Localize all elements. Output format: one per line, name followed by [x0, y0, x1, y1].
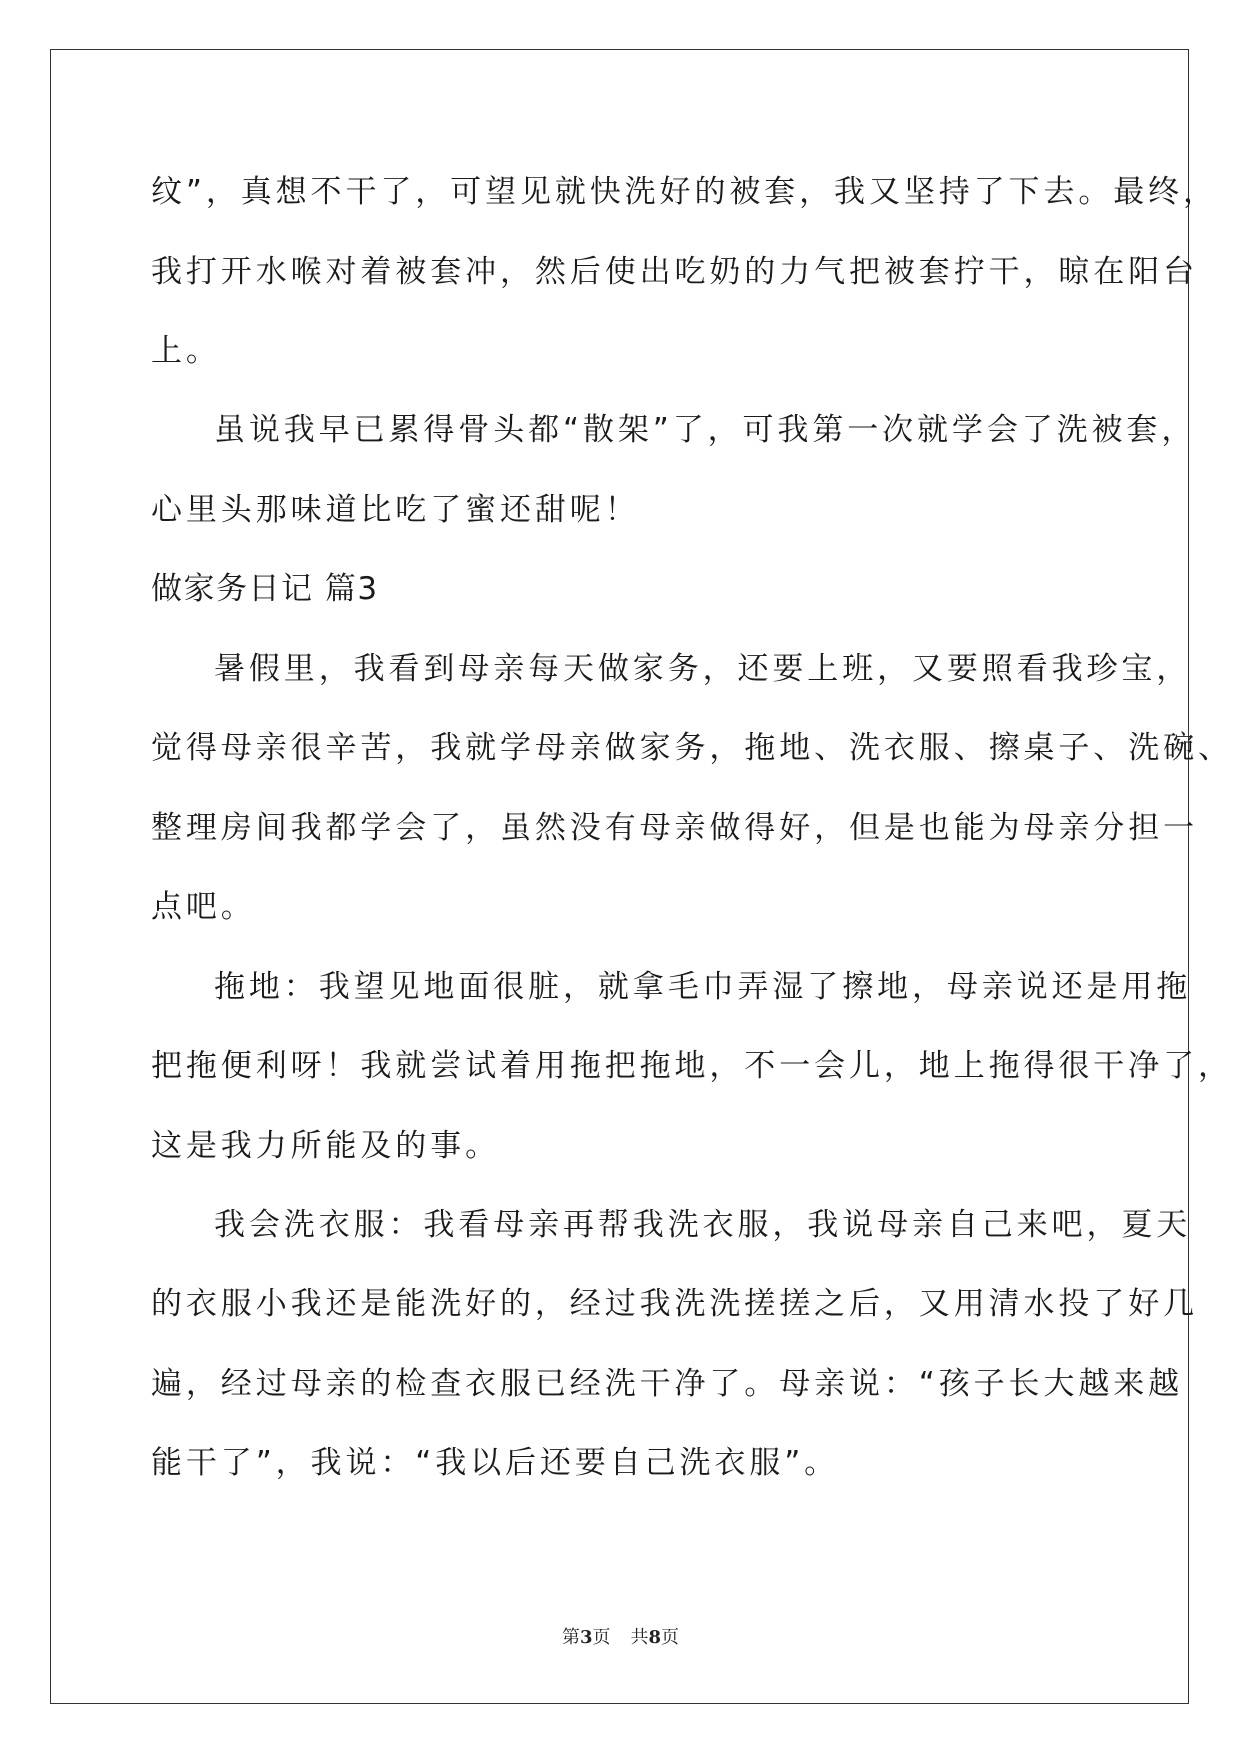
paragraph-line: 的衣服小我还是能洗好的，经过我洗洗搓搓之后，又用清水投了好几 — [151, 1286, 1198, 1322]
paragraph-line: 这是我力所能及的事。 — [151, 1128, 500, 1164]
total-prefix: 共 — [630, 1627, 649, 1648]
total-pages: 8 — [648, 1627, 662, 1648]
page-prefix: 第 — [561, 1627, 580, 1648]
total-suffix: 页 — [661, 1627, 680, 1648]
paragraph-line: 能干了”，我说：“我以后还要自己洗衣服”。 — [151, 1445, 840, 1481]
paragraph-line: 点吧。 — [151, 889, 256, 925]
page-suffix: 页 — [592, 1627, 611, 1648]
page-number: 3 — [579, 1627, 593, 1648]
paragraph-line: 上。 — [151, 333, 221, 369]
page-footer — [0, 1627, 1241, 1649]
paragraph-line: 虽说我早已累得骨头都“散架”了，可我第一次就学会了洗被套， — [214, 412, 1197, 448]
paragraph-line: 把拖便利呀！我就尝试着用拖把拖地，不一会儿，地上拖得很干净了， — [151, 1048, 1233, 1084]
paragraph-line: 觉得母亲很辛苦，我就学母亲做家务，拖地、洗衣服、擦桌子、洗碗、 — [151, 730, 1233, 766]
section-heading: 做家务日记 篇3 — [151, 571, 379, 607]
paragraph-line: 整理房间我都学会了，虽然没有母亲做得好，但是也能为母亲分担一 — [151, 810, 1198, 846]
paragraph-line: 心里头那味道比吃了蜜还甜呢！ — [151, 492, 640, 528]
paragraph-line: 暑假里，我看到母亲每天做家务，还要上班，又要照看我珍宝， — [214, 651, 1192, 687]
paragraph-line: 遍，经过母亲的检查衣服已经洗干净了。母亲说：“孩子长大越来越 — [151, 1366, 1184, 1402]
paragraph-line: 我打开水喉对着被套冲，然后使出吃奶的力气把被套拧干，晾在阳台 — [151, 254, 1198, 290]
paragraph-line: 我会洗衣服：我看母亲再帮我洗衣服，我说母亲自己来吧，夏天 — [214, 1207, 1192, 1243]
paragraph-line: 纹”，真想不干了，可望见就快洗好的被套，我又坚持了下去。最终， — [151, 174, 1218, 210]
paragraph-line: 拖地：我望见地面很脏，就拿毛巾弄湿了擦地，母亲说还是用拖 — [214, 969, 1192, 1005]
